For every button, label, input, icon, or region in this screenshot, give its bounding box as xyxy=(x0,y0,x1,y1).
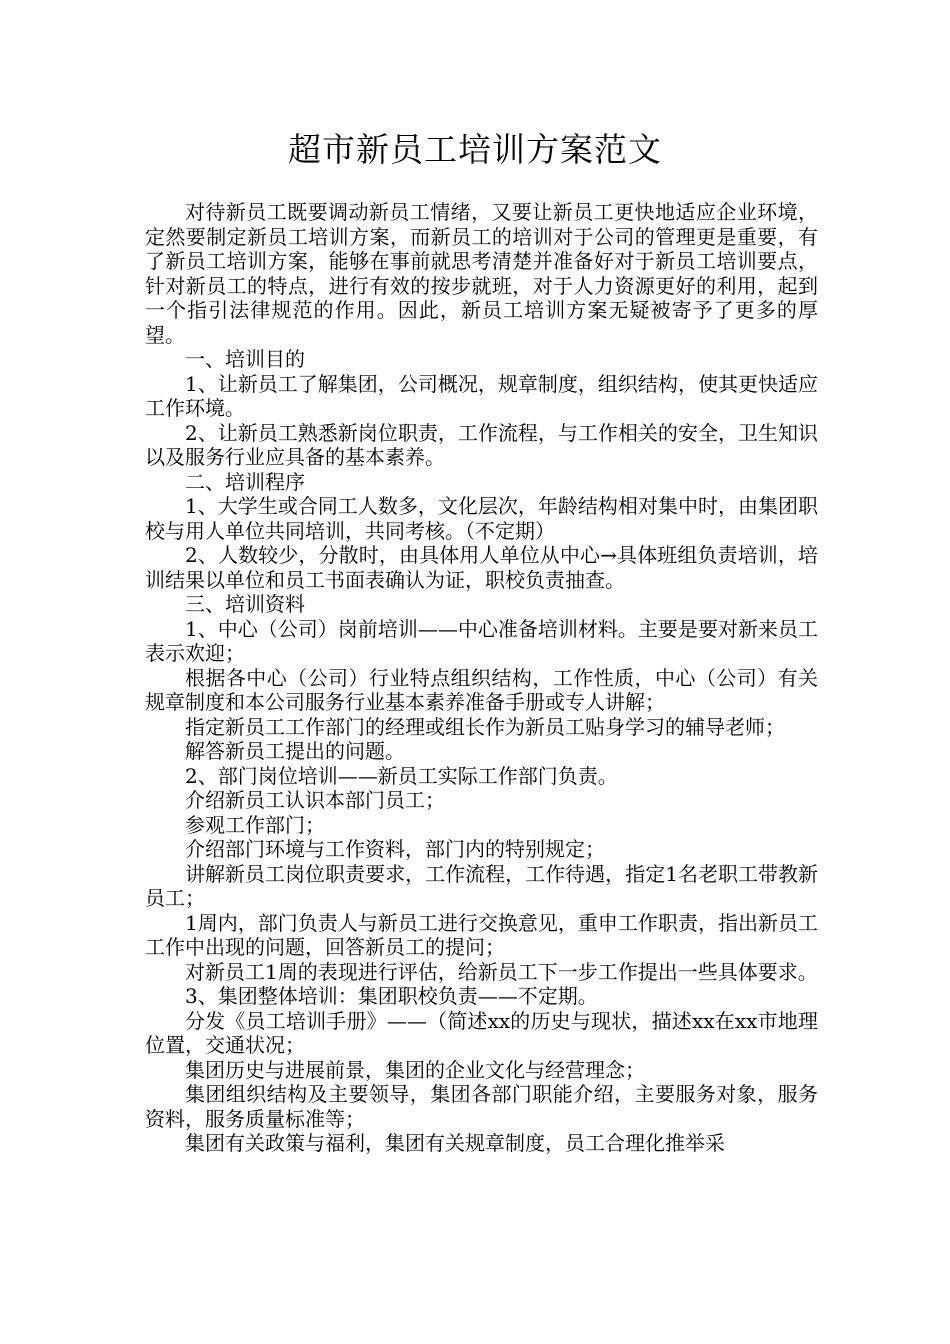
paragraph: 3、集团整体培训：集团职校负责——不定期。 xyxy=(185,984,598,1008)
paragraph: 1、让新员工了解集团，公司概况，规章制度，组织结构，使其更快适应工作环境。 xyxy=(145,371,818,420)
paragraph: 集团历史与进展前景，集团的企业文化与经营理念； xyxy=(185,1057,645,1082)
paragraph: 2、人数较少，分散时，由具体用人单位从中心→具体班组负责培训，培训结果以单位和员工书面表确认为证，职校负责抽查。 xyxy=(145,543,818,592)
paragraph: 讲解新员工岗位职责要求，工作流程，工作待遇，指定1名老职工带教新员工； xyxy=(145,861,818,910)
paragraph: 根据各中心（公司）行业特点组织结构，工作性质，中心（公司）有关规章制度和本公司服务行业基本素养准备手册或专人讲解； xyxy=(145,665,818,714)
paragraph: 分发《员工培训手册》——（简述xx的历史与现状，描述xx在xx市地理位置，交通状况； xyxy=(145,1008,818,1057)
paragraph: 1周内，部门负责人与新员工进行交换意见，重申工作职责，指出新员工工作中出现的问题，回答新员工的提问； xyxy=(145,910,818,959)
section-heading: 三、培训资料 xyxy=(185,592,305,616)
section-heading: 二、培训程序 xyxy=(185,469,305,494)
paragraph: 解答新员工提出的问题。 xyxy=(185,739,405,763)
paragraph: 1、大学生或合同工人数多，文化层次，年龄结构相对集中时，由集团职校与用人单位共同培训，共同考核。（不定期） xyxy=(145,494,818,543)
paragraph: 1、中心（公司）岗前培训——中心准备培训材料。主要是要对新来员工表示欢迎； xyxy=(145,616,818,665)
paragraph: 集团有关政策与福利，集团有关规章制度，员工合理化推举采 xyxy=(185,1131,725,1155)
document-title: 超市新员工培训方案范文 xyxy=(288,130,662,169)
paragraph: 介绍部门环境与工作资料，部门内的特别规定； xyxy=(185,837,605,861)
paragraph: 2、让新员工熟悉新岗位职责，工作流程，与工作相关的安全，卫生知识以及服务行业应具备的基本素养。 xyxy=(145,420,818,469)
document-body xyxy=(145,200,818,1156)
paragraph: 介绍新员工认识本部门员工； xyxy=(185,788,445,812)
intro-paragraph: 对待新员工既要调动新员工情绪，又要让新员工更快地适应企业环境，定然要制定新员工培训方案，而新员工的培训对于公司的管理更是重要，有了新员工培训方案，能够在事前就思考清楚并准备好对于新员工培训要点，针对新员工的特点，进行有效的按步就班，对于人力资源更好的利用，起到一个指引法律规范的作用。因此，新员工培训方案无疑被寄予了更多的厚望。 xyxy=(145,200,818,347)
paragraph: 2、部门岗位培训——新员工实际工作部门负责。 xyxy=(185,763,618,788)
section-heading: 一、培训目的 xyxy=(185,347,305,371)
paragraph: 指定新员工工作部门的经理或组长作为新员工贴身学习的辅导老师； xyxy=(185,714,785,739)
paragraph: 集团组织结构及主要领导，集团各部门职能介绍，主要服务对象，服务资料，服务质量标准等； xyxy=(145,1082,818,1131)
paragraph: 对新员工1周的表现进行评估，给新员工下一步工作提出一些具体要求。 xyxy=(185,959,818,984)
paragraph: 参观工作部门； xyxy=(185,812,325,837)
